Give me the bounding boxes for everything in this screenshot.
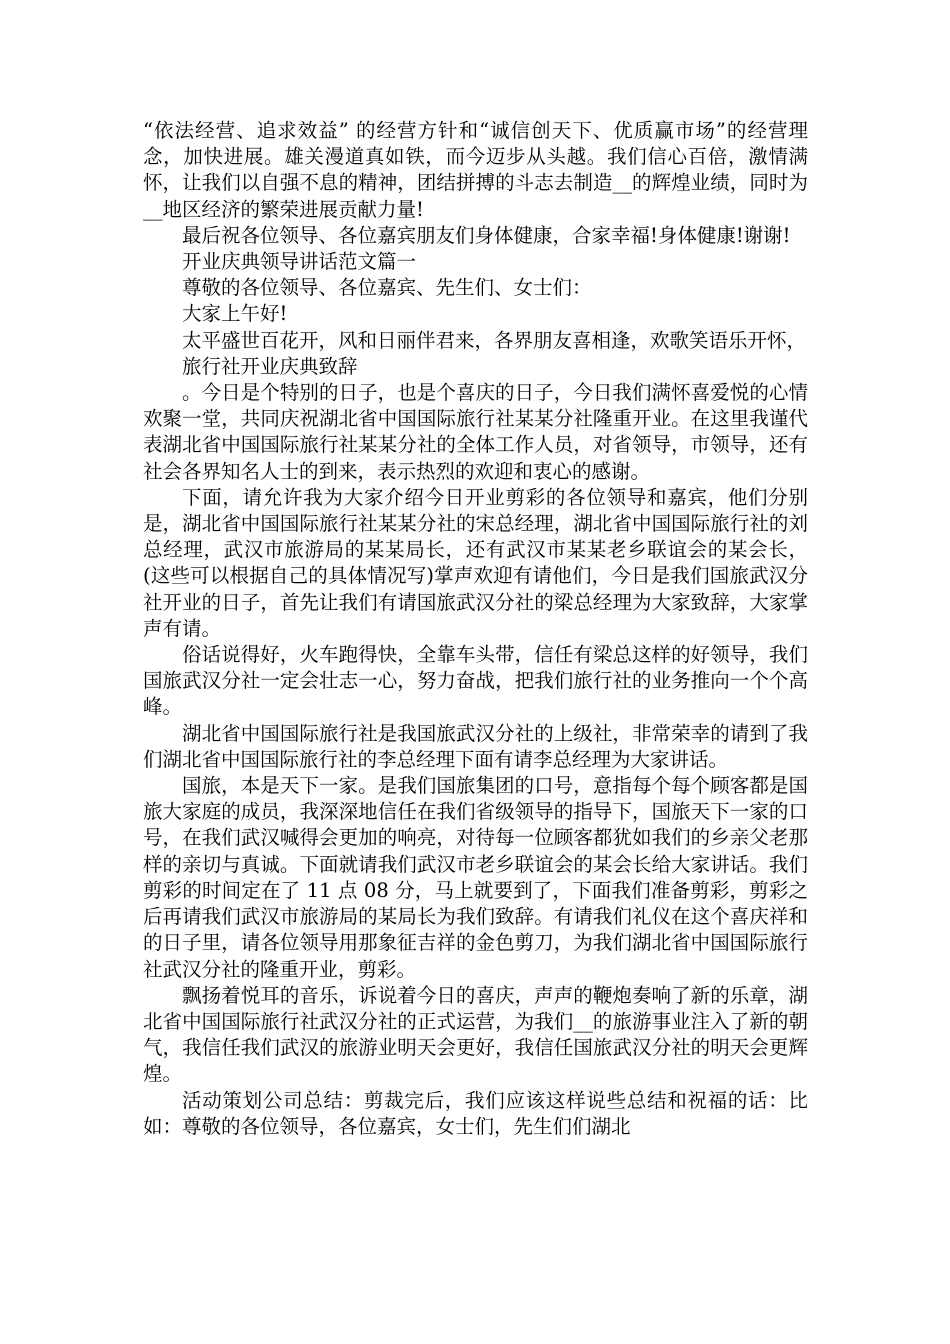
paragraph-11: 湖北省中国国际旅行社是我国旅武汉分社的上级社，非常荣幸的请到了我们湖北省中国国际旅行社的李总经理下面有请李总经理为大家讲话。 <box>143 721 808 771</box>
paragraph-14: 活动策划公司总结：剪裁完后，我们应该这样说些总结和祝福的话：比如：尊敬的各位领导，各位嘉宾，女士们，先生们们湖北 <box>143 1088 808 1138</box>
paragraph-6: 太平盛世百花开，风和日丽伴君来，各界朋友喜相逢，欢歌笑语乐开怀， <box>182 328 807 352</box>
paragraph-1: “依法经营、追求效益” 的经营方针和“诚信创天下、优质赢市场”的经营理念，加快进展。雄关漫道真如铁，而今迈步从头越。我们信心百倍，激情满怀，让我们以自强不息的精神，团结拼搏的斗志去制造__的辉煌业绩，同时为__地区经济的繁荣进展贡献力量! <box>143 119 808 221</box>
paragraph-10: 俗话说得好，火车跑得快，全靠车头带，信任有梁总这样的好领导，我们国旅武汉分社一定会壮志一心，努力奋战，把我们旅行社的业务推向一个个高峰。 <box>143 643 808 719</box>
greeting: 大家上午好! <box>182 302 288 326</box>
salutation: 尊敬的各位领导、各位嘉宾、先生们、女士们： <box>182 276 592 300</box>
paragraph-9: 下面，请允许我为大家介绍今日开业剪彩的各位领导和嘉宾，他们分别是，湖北省中国国际旅行社某某分社的宋总经理，湖北省中国国际旅行社的刘总经理，武汉市旅游局的某某局长，还有武汉市某某老乡联谊会的某会长，(这些可以根据自己的具体情况写)掌声欢迎有请他们，今日是我们国旅武汉分社开业的日子，首先让我们有请国旅武汉分社的梁总经理为大家致辞，大家掌声有请。 <box>143 485 808 640</box>
paragraph-2: 最后祝各位领导、各位嘉宾朋友们身体健康，合家幸福!身体健康!谢谢! <box>182 223 791 247</box>
section-heading: 开业庆典领导讲话范文篇一 <box>182 250 417 274</box>
document-page <box>143 118 808 1140</box>
paragraph-13: 飘扬着悦耳的音乐，诉说着今日的喜庆，声声的鞭炮奏响了新的乐章，湖北省中国国际旅行社武汉分社的正式运营，为我们__的旅游事业注入了新的朝气，我信任我们武汉的旅游业明天会更好，我信任国旅武汉分社的明天会更辉煌。 <box>143 983 808 1086</box>
paragraph-8: 。今日是个特别的日子，也是个喜庆的日子，今日我们满怀喜爱悦的心情欢聚一堂，共同庆祝湖北省中国国际旅行社某某分社隆重开业。在这里我谨代表湖北省中国国际旅行社某某分社的全体工作人员，对省领导，市领导，还有社会各界知名人士的到来，表示热烈的欢迎和衷心的感谢。 <box>143 381 808 483</box>
paragraph-12: 国旅，本是天下一家。是我们国旅集团的口号，意指每个每个顾客都是国旅大家庭的成员，我深深地信任在我们省级领导的指导下，国旅天下一家的口号，在我们武汉喊得会更加的响亮，对待每一位顾客都犹如我们的乡亲父老那样的亲切与真诚。下面就请我们武汉市老乡联谊会的某会长给大家讲话。我们剪彩的时间定在了 11 点 08 分，马上就要到了，下面我们准备剪彩，剪彩之后再请我们武汉市旅游局的某局长为我们致辞。有请我们礼仪在这个喜庆祥和的日子里，请各位领导用那象征吉祥的金色剪刀，为我们湖北省中国国际旅行社武汉分社的隆重开业，剪彩。 <box>143 774 808 981</box>
subheading: 旅行社开业庆典致辞 <box>182 354 358 378</box>
